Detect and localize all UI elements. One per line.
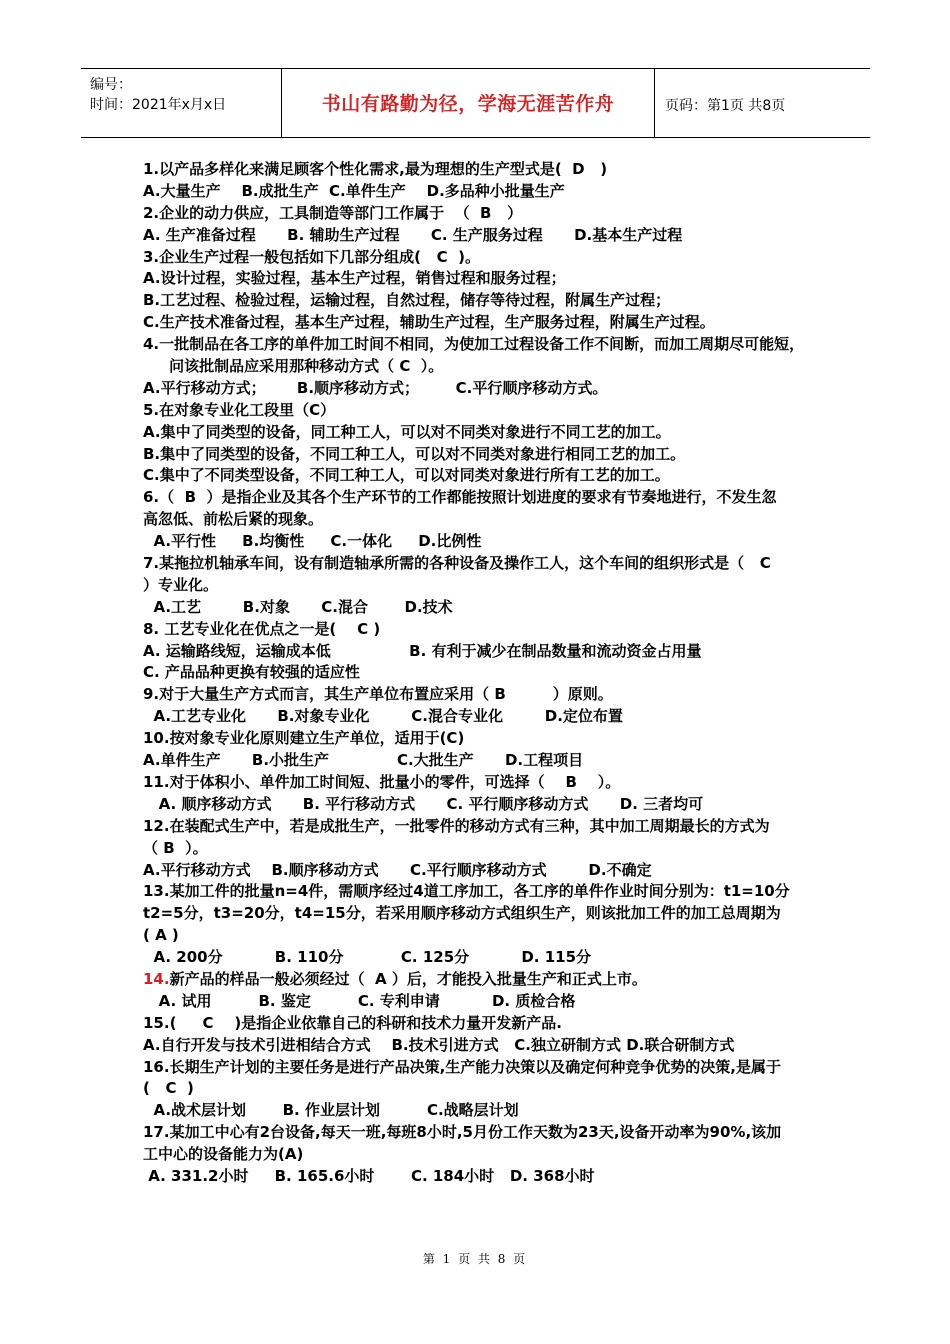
text-line: 工中心的设备能力为(A) — [143, 1145, 304, 1164]
text-line: ( A ) — [143, 926, 179, 945]
text-line: C.集中了不同类型设备，不同工种工人，可以对同类对象进行所有工艺的加工。 — [143, 466, 670, 485]
question-14-text: 新产品的样品一般必须经过（ A ）后，才能投入批量生产和正式上市。 — [169, 969, 647, 988]
text-line: A.工艺专业化 B.对象专业化 C.混合专业化 D.定位布置 — [143, 707, 623, 726]
text-line: B.工艺过程、检验过程，运输过程，自然过程，储存等待过程，附属生产过程； — [143, 291, 671, 310]
motto: 书山有路勤为径，学海无涯苦作舟 — [321, 93, 615, 115]
text-line: 11.对于体积小、单件加工时间短、批量小的零件，可选择（ B ）。 — [143, 772, 621, 791]
text-line: A. 运输路线短，运输成本低 B. 有利于减少在制品数量和流动资金占用量 — [143, 641, 702, 660]
text-line: ）专业化。 — [143, 575, 219, 594]
page-footer: 第 1 页 共 8 页 — [422, 1252, 528, 1266]
text-line: 5.在对象专业化工段里（C） — [143, 400, 336, 419]
text-line: A.战术层计划 B. 作业层计划 C.战略层计划 — [143, 1101, 519, 1120]
text-line: 12.在装配式生产中，若是成批生产，一批零件的移动方式有三种，其中加工周期最长的方式为 — [143, 816, 770, 835]
text-line: 10.按对象专业化原则建立生产单位，适用于(C) — [143, 729, 465, 748]
text-line: 4.一批制品在各工序的单件加工时间不相同，为使加工过程设备工作不间断，而加工周期尽可能短， — [143, 335, 805, 354]
text-line: 高忽低、前松后紧的现象。 — [143, 510, 324, 529]
text-line: 8. 工艺专业化在优点之一是( C ) — [143, 619, 381, 638]
text-line: A.工艺 B.对象 C.混合 D.技术 — [143, 597, 453, 616]
question-list — [143, 159, 823, 1188]
text-line: 1.以产品多样化来满足顾客个性化需求,最为理想的生产型式是( D ) — [143, 160, 608, 178]
text-line: A.平行性 B.均衡性 C.一体化 D.比例性 — [143, 532, 482, 551]
text-line: A.自行开发与技术引进相结合方式 B.技术引进方式 C.独立研制方式 D.联合研制方式 — [143, 1035, 735, 1054]
text-line: 7.某拖拉机轴承车间，设有制造轴承所需的各种设备及操作工人，这个车间的组织形式是（ C — [143, 554, 771, 573]
date-label: 时间：2021年x月x日 — [90, 97, 227, 113]
text-line: A. 331.2小时 B. 165.6小时 C. 184小时 D. 368小时 — [143, 1166, 595, 1185]
text-line: ( C ) — [143, 1079, 194, 1098]
text-line: 问该批制品应采用那种移动方式（ C ）。 — [143, 357, 444, 376]
text-line: 6.（ B ）是指企业及其各个生产环节的工作都能按照计划进度的要求有节奏地进行，不发生忽 — [143, 488, 777, 507]
text-line: A.平行移动方式 B.顺序移动方式 C.平行顺序移动方式 D.不确定 — [143, 860, 652, 879]
header-info-cell — [81, 69, 282, 137]
text-line: t2=5分，t3=20分，t4=15分，若采用顺序移动方式组织生产，则该批加工件的加工总周期为 — [143, 904, 781, 923]
text-line: A.大量生产 B.成批生产 C.单件生产 D.多品种小批量生产 — [143, 181, 565, 200]
header-table — [81, 68, 870, 138]
page-info: 页码：第1页 共8页 — [665, 98, 786, 114]
question-14-number: 14. — [143, 969, 170, 988]
header-motto-cell — [282, 69, 655, 137]
text-line: A.设计过程，实验过程，基本生产过程，销售过程和服务过程； — [143, 269, 566, 288]
text-line: C.生产技术准备过程，基本生产过程，辅助生产过程，生产服务过程，附属生产过程。 — [143, 313, 715, 332]
text-line: 9.对于大量生产方式而言，其生产单位布置应采用（ B ）原则。 — [143, 685, 613, 704]
text-line: B.集中了同类型的设备，不同工种工人，可以对不同类对象进行相同工艺的加工。 — [143, 444, 686, 463]
text-line: A. 生产准备过程 B. 辅助生产过程 C. 生产服务过程 D.基本生产过程 — [143, 225, 683, 244]
header-page-cell — [655, 69, 870, 137]
text-line: A.集中了同类型的设备，同工种工人，可以对不同类对象进行不同工艺的加工。 — [143, 422, 671, 441]
text-line: 13.某加工件的批量n=4件，需顺序经过4道工序加工，各工序的单件作业时间分别为：t1=10分 — [143, 882, 790, 901]
text-line: 16.长期生产计划的主要任务是进行产品决策,生产能力决策以及确定何种竞争优势的决策,是属于 — [143, 1057, 781, 1076]
text-line: 3.企业生产过程一般包括如下几部分组成( C )。 — [143, 247, 480, 266]
text-line: 2.企业的动力供应，工具制造等部门工作属于 （ B ） — [143, 203, 523, 222]
text-line: A.单件生产 B.小批生产 C.大批生产 D.工程项目 — [143, 751, 584, 770]
text-line: C. 产品品种更换有较强的适应性 — [143, 663, 360, 682]
text-line: A. 试用 B. 鉴定 C. 专利申请 D. 质检合格 — [143, 991, 576, 1010]
number-label: 编号： — [90, 77, 132, 93]
text-line: （ B ）。 — [143, 838, 208, 857]
text-line: 17.某加工中心有2台设备,每天一班,每班8小时,5月份工作天数为23天,设备开动率为90%,该加 — [143, 1123, 782, 1142]
text-line: A. 顺序移动方式 B. 平行移动方式 C. 平行顺序移动方式 D. 三者均可 — [143, 794, 704, 813]
text-line: 15.( C )是指企业依靠自己的科研和技术力量开发新产品. — [143, 1013, 562, 1032]
question-14-line — [143, 969, 823, 991]
text-line: A. 200分 B. 110分 C. 125分 D. 115分 — [143, 948, 592, 967]
text-line: A.平行移动方式； B.顺序移动方式； C.平行顺序移动方式。 — [143, 378, 608, 397]
